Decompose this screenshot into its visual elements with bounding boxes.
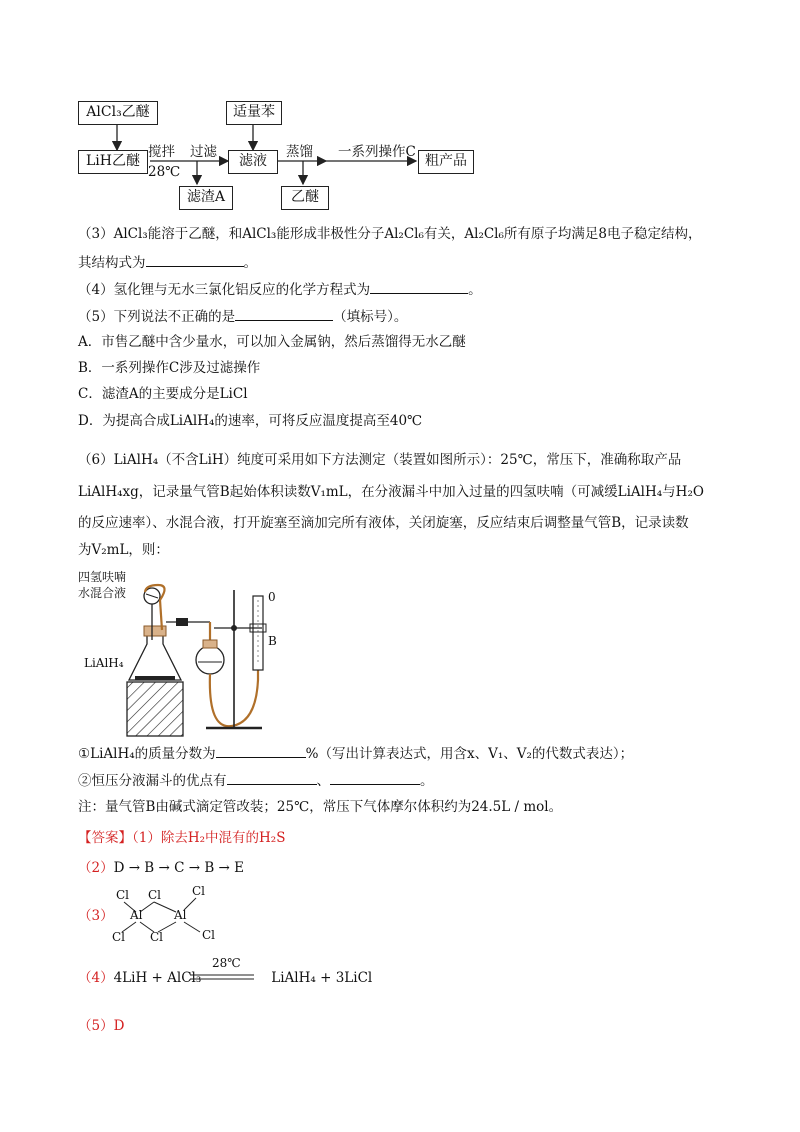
flow-box-crude: 粗产品: [418, 150, 474, 174]
answer-line-5: [78, 1016, 124, 1036]
label-zero: 0: [268, 590, 276, 604]
answer-tag: 【答案】: [78, 830, 132, 846]
flow-label-ops: 一系列操作C: [338, 144, 416, 160]
flow-box-alcl3-ether: AlCl₃乙醚: [78, 101, 158, 125]
q6-line3: 的反应速率）、水混合液，打开旋塞至滴加完所有液体，关闭旋塞，反应结束后调整量气管B，记录读数: [78, 515, 689, 531]
q5-end: （填标号）。: [333, 309, 408, 325]
q3-line2-text: 其结构式为: [78, 255, 146, 271]
answer-1: （1）除去H₂中混有的H₂S: [132, 830, 286, 846]
sub2-end: 。: [420, 773, 434, 789]
q5-option-c: C．滤渣A的主要成分是LiCl: [78, 386, 248, 402]
q4-text: （4）氢化锂与无水三氯化铝反应的化学方程式为: [78, 282, 371, 298]
flow-box-residue-a: 滤渣A: [179, 186, 233, 210]
struct-cl-6: Cl: [202, 928, 216, 942]
answer-5-text: D: [113, 1018, 125, 1034]
answer-2-text: D → B → C → B → E: [113, 860, 245, 876]
sub1-start: ①LiAlH₄的质量分数为: [78, 746, 216, 762]
struct-cl-3: Cl: [192, 884, 206, 898]
answer-4-right: LiAlH₄ + 3LiCl: [271, 970, 373, 986]
q3-line2-end: 。: [243, 255, 257, 271]
struct-cl-2: Cl: [148, 888, 162, 902]
answer-4-condition: 28℃: [212, 956, 241, 970]
answer-4-num: （4）: [78, 970, 114, 986]
sub2-mid: 、: [316, 773, 330, 789]
label-thf-line2: 水混合液: [78, 586, 127, 600]
flow-box-filtrate: 滤液: [228, 150, 278, 174]
struct-cl-5: Cl: [150, 930, 164, 944]
struct-cl-4: Cl: [112, 930, 126, 944]
q5-option-b: B．一系列操作C涉及过滤操作: [78, 360, 261, 376]
label-thf-line1: 四氢呋喃: [78, 570, 127, 584]
struct-al-1: Al: [130, 908, 143, 922]
struct-cl-1: Cl: [116, 888, 130, 902]
flow-label-temp: 28℃: [148, 164, 181, 180]
answer-2-num: （2）: [78, 860, 114, 876]
q6-line2: LiAlH₄xg，记录量气管B起始体积读数V₁mL，在分液漏斗中加入过量的四氢呋喃（可减缓LiAlH₄与H₂O: [78, 484, 704, 500]
flow-box-ether: 乙醚: [281, 186, 329, 210]
flow-label-stir: 搅拌: [148, 144, 175, 160]
answer-4-left: 4LiH + AlCl₃: [113, 970, 202, 986]
sub2-start: ②恒压分液漏斗的优点有: [78, 773, 227, 789]
flow-box-benzene: 适量苯: [226, 101, 282, 125]
q4-end: 。: [468, 282, 482, 298]
struct-al-2: Al: [174, 908, 187, 922]
note-line: 注：量气管B由碱式滴定管改装；25℃，常压下气体摩尔体积约为24.5L / mol。: [78, 799, 563, 815]
q5-text: （5）下列说法不正确的是: [78, 309, 236, 325]
label-lialh4: LiAlH₄: [84, 656, 124, 670]
q6-line4: 为V₂mL，则：: [78, 542, 169, 558]
q3-line1: （3）AlCl₃能溶于乙醚，和AlCl₃能形成非极性分子Al₂Cl₆有关，Al₂Cl₆所有原子均满足8电子稳定结构，: [78, 226, 702, 242]
flow-label-distill: 蒸馏: [286, 144, 313, 160]
sub1-end: %（写出计算表达式，用含x、V₁、V₂的代数式表达）；: [305, 746, 634, 762]
flow-label-filter: 过滤: [190, 144, 217, 160]
q5-option-a: A．市售乙醚中含少量水，可以加入金属钠，然后蒸馏得无水乙醚: [78, 334, 466, 350]
answer-3-num: （3）: [78, 908, 114, 924]
answer-5-num: （5）: [78, 1018, 114, 1034]
label-b: B: [268, 634, 277, 648]
q6-line1: （6）LiAlH₄（不含LiH）纯度可采用如下方法测定（装置如图所示）：25℃，常压下，准确称取产品: [78, 452, 682, 468]
flow-box-lih-ether: LiH乙醚: [78, 150, 148, 174]
q5-option-d: D．为提高合成LiAlH₄的速率，可将反应温度提高至40℃: [78, 413, 423, 429]
